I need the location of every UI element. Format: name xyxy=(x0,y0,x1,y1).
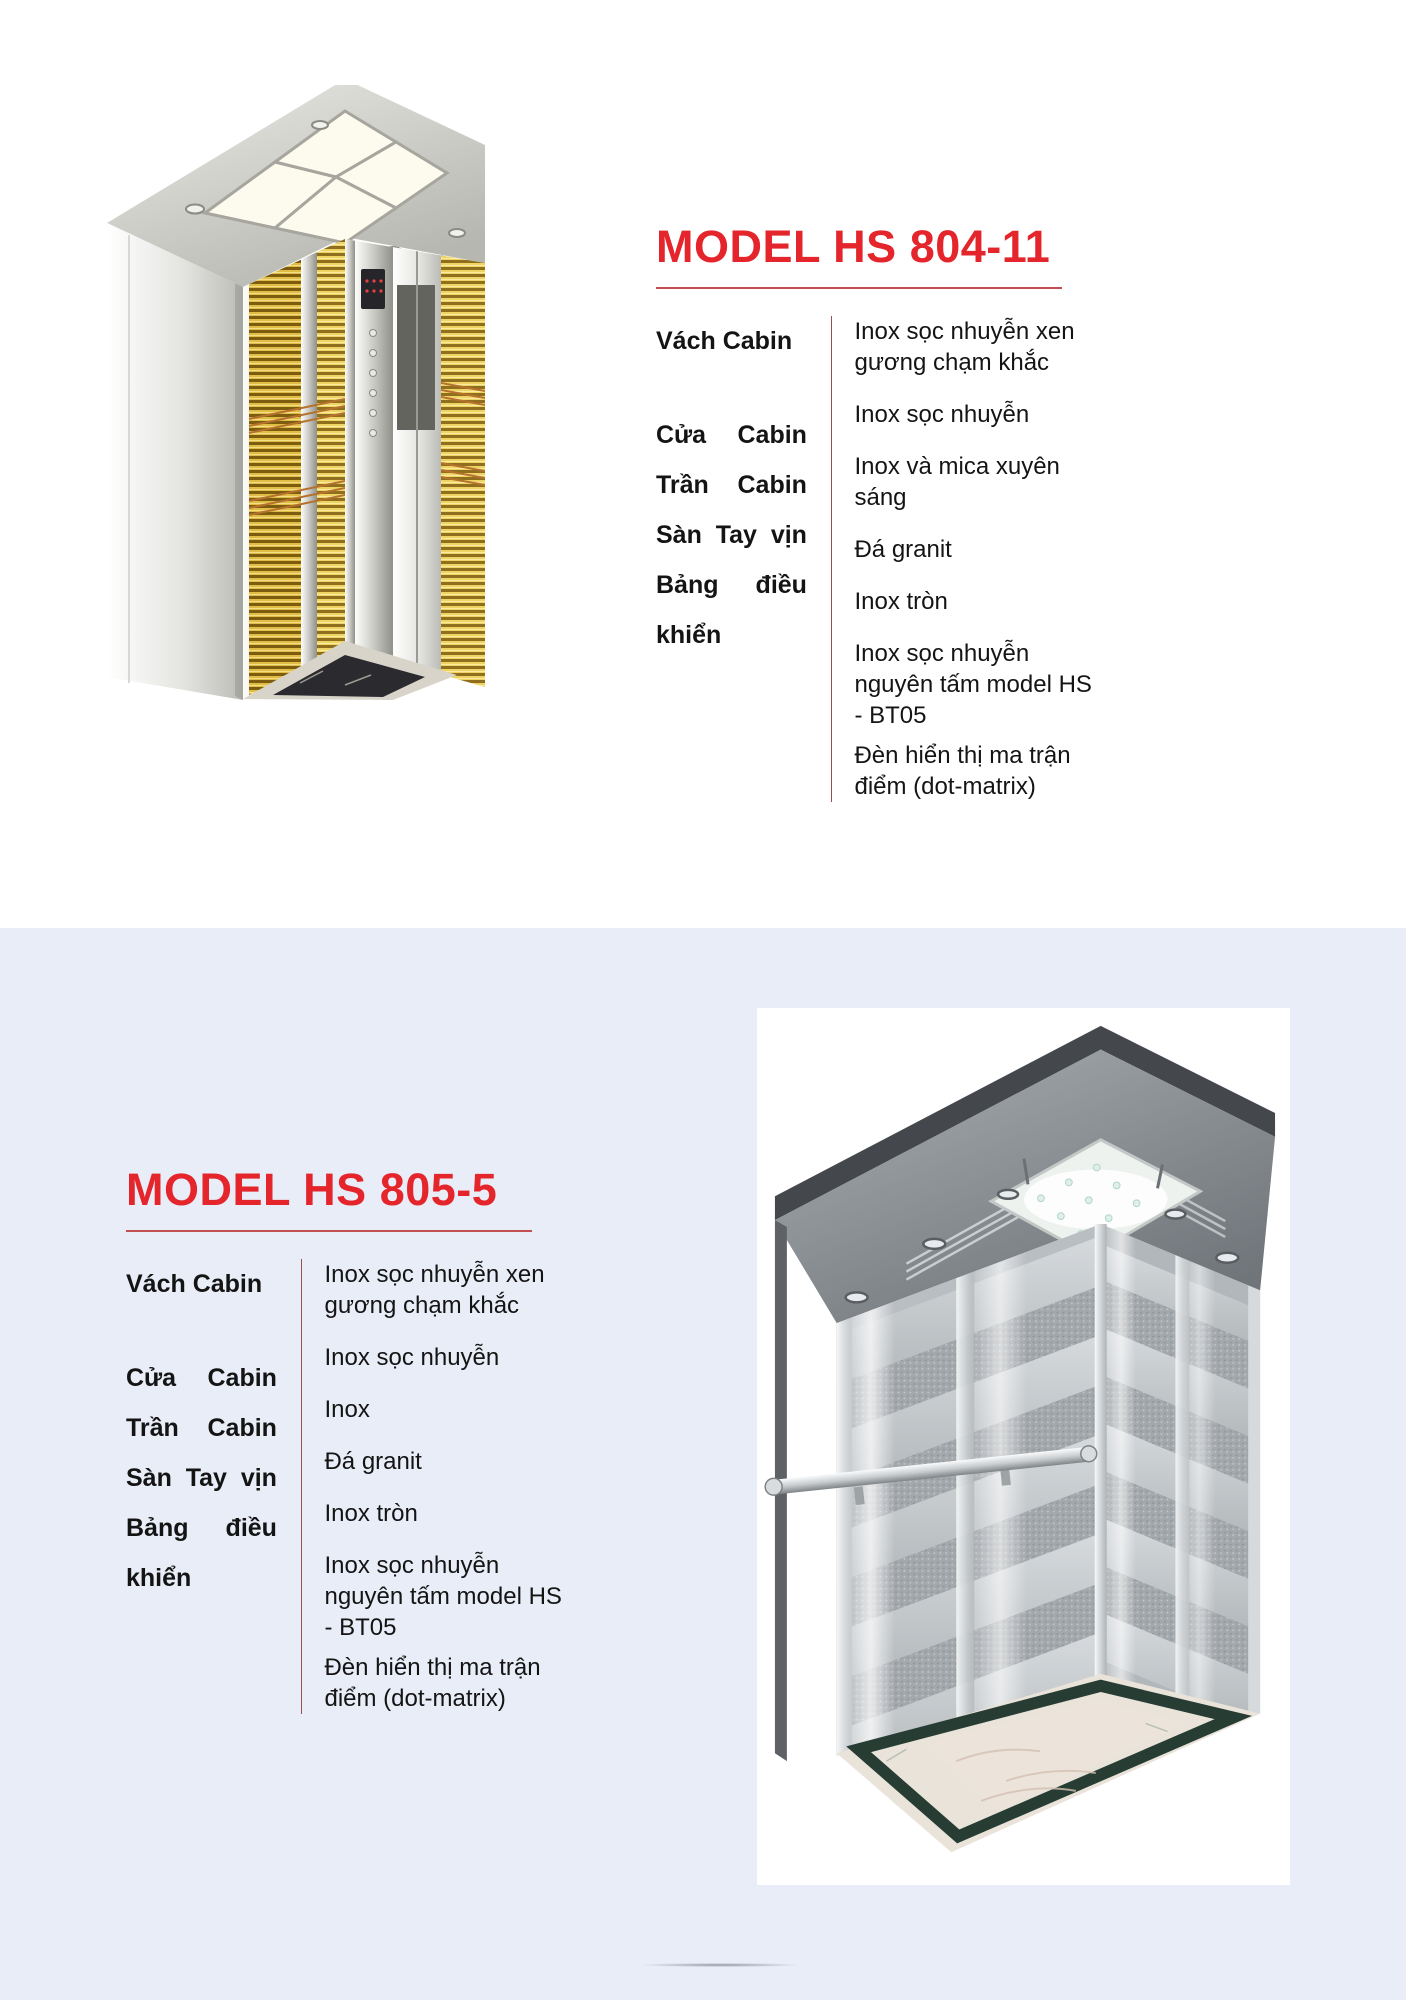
shadow-smudge xyxy=(640,1963,800,1967)
spec-value-row: Inox xyxy=(324,1396,370,1423)
spec-divider-line xyxy=(301,1259,303,1714)
spec-value-row: Inox tròn xyxy=(324,1500,418,1527)
model-hs-805-5-info xyxy=(126,1165,566,1714)
spec-table xyxy=(126,1259,566,1714)
spec-label-vach-cabin: Vách Cabin xyxy=(126,1270,263,1298)
gold-elevator-illustration xyxy=(95,85,485,700)
spec-value-row: Đá granit xyxy=(324,1448,422,1475)
spec-value-row: Inox và mica xuyên sáng xyxy=(854,453,1060,511)
spec-label-vach-cabin: Vách Cabin xyxy=(656,327,793,355)
spec-label-group: Cửa Cabin Trần Cabin Sàn Tay vịn Bảng điều khiển xyxy=(656,421,807,649)
gold-elevator-cabin-photo xyxy=(95,85,485,700)
title-underline xyxy=(126,1230,532,1232)
stainless-elevator-illustration xyxy=(757,1008,1290,1885)
spec-value-row: Inox sọc nhuyễn xen gương chạm khắc xyxy=(854,318,1075,376)
spec-value-column xyxy=(854,316,1096,802)
spec-value-row: Inox sọc nhuyễn nguyên tấm model HS - BT05 xyxy=(854,640,1092,729)
spec-label-column xyxy=(126,1259,277,1714)
spec-value-row: Đá granit xyxy=(854,536,952,563)
spec-value-row: Inox tròn xyxy=(854,588,948,615)
spec-label-group: Cửa Cabin Trần Cabin Sàn Tay vịn Bảng điều khiển xyxy=(126,1364,277,1592)
spec-value-row: Inox sọc nhuyễn nguyên tấm model HS - BT05 xyxy=(324,1552,562,1641)
spec-divider-line xyxy=(831,316,833,802)
model-title: MODEL HS 805-5 xyxy=(126,1164,498,1215)
stainless-elevator-cabin-photo xyxy=(757,1008,1290,1885)
spec-value-row: Đèn hiển thị ma trận điểm (dot-matrix) xyxy=(854,742,1071,800)
spec-label-column xyxy=(656,316,807,802)
spec-value-row: Inox sọc nhuyễn xen gương chạm khắc xyxy=(324,1261,545,1319)
spec-table xyxy=(656,316,1096,802)
model-hs-804-11-info xyxy=(656,222,1096,802)
spec-value-column xyxy=(324,1259,566,1714)
spec-value-row: Inox sọc nhuyễn xyxy=(854,401,1030,428)
spec-value-row: Inox sọc nhuyễn xyxy=(324,1344,500,1371)
model-title: MODEL HS 804-11 xyxy=(656,221,1051,272)
spec-value-row: Đèn hiển thị ma trận điểm (dot-matrix) xyxy=(324,1654,541,1712)
title-underline xyxy=(656,287,1062,289)
